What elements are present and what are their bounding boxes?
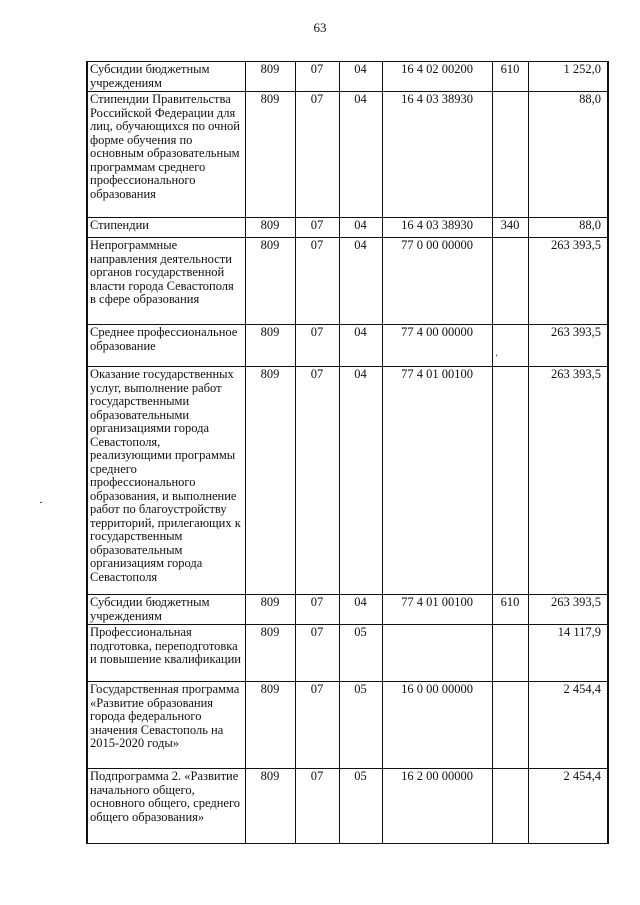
subsection-code-cell: 04 [339, 595, 382, 625]
expense-type-cell: 610 [492, 62, 528, 92]
amount-cell: 14 117,9 [528, 625, 608, 682]
expense-type-cell [492, 367, 528, 595]
section-code-cell: 07 [295, 769, 339, 844]
subsection-code-cell: 05 [339, 682, 382, 769]
ministry-code-cell: 809 [245, 625, 295, 682]
scan-speck [40, 502, 42, 503]
target-article-cell: 77 4 01 00100 [382, 367, 492, 595]
row-name-cell: Стипендии Правительства Российской Федерации для лиц, обучающихся по очной форме обучения по основным образовательным программам среднего профессионального образования [87, 92, 245, 218]
section-code-cell: 07 [295, 218, 339, 238]
ministry-code-cell: 809 [245, 238, 295, 325]
subsection-code-cell: 04 [339, 238, 382, 325]
amount-cell: 263 393,5 [528, 325, 608, 367]
subsection-code-cell: 04 [339, 218, 382, 238]
subsection-code-cell: 04 [339, 92, 382, 218]
ministry-code-cell: 809 [245, 367, 295, 595]
row-name-cell: Оказание государственных услуг, выполнение работ государственными образовательными организациями города Севастополя, реализующими программы среднего профессионального образования, и выполнение работ по благоустройству территорий, прилегающих к государственным образовательным организациям города Севастополя [87, 367, 245, 595]
scan-mark: ʼ [495, 353, 498, 363]
row-name-cell: Субсидии бюджетным учреждениям [87, 595, 245, 625]
table-row [87, 218, 608, 238]
row-name-cell: Непрограммные направления деятельности органов государственной власти города Севастополя в сфере образования [87, 238, 245, 325]
section-code-cell: 07 [295, 92, 339, 218]
amount-cell: 2 454,4 [528, 769, 608, 844]
row-name-cell: Подпрограмма 2. «Развитие начального общего, основного общего, среднего общего образования» [87, 769, 245, 844]
table-row [87, 682, 608, 769]
expense-type-cell: 340 [492, 218, 528, 238]
ministry-code-cell: 809 [245, 769, 295, 844]
table-row [87, 595, 608, 625]
subsection-code-cell: 04 [339, 367, 382, 595]
amount-cell: 88,0 [528, 92, 608, 218]
subsection-code-cell: 04 [339, 325, 382, 367]
row-name-cell: Субсидии бюджетным учреждениям [87, 62, 245, 92]
budget-table [86, 61, 609, 844]
target-article-cell: 77 4 00 00000 [382, 325, 492, 367]
ministry-code-cell: 809 [245, 682, 295, 769]
expense-type-cell [492, 92, 528, 218]
amount-cell: 1 252,0 [528, 62, 608, 92]
table-row [87, 62, 608, 92]
expense-type-cell [492, 769, 528, 844]
target-article-cell: 16 2 00 00000 [382, 769, 492, 844]
section-code-cell: 07 [295, 325, 339, 367]
subsection-code-cell: 05 [339, 769, 382, 844]
section-code-cell: 07 [295, 238, 339, 325]
table-body [87, 62, 608, 844]
ministry-code-cell: 809 [245, 62, 295, 92]
ministry-code-cell: 809 [245, 92, 295, 218]
section-code-cell: 07 [295, 367, 339, 595]
expense-type-cell [492, 238, 528, 325]
target-article-cell: 16 4 03 38930 [382, 92, 492, 218]
target-article-cell: 16 4 03 38930 [382, 218, 492, 238]
amount-cell: 263 393,5 [528, 238, 608, 325]
target-article-cell [382, 625, 492, 682]
table-row [87, 238, 608, 325]
table-row [87, 367, 608, 595]
subsection-code-cell: 05 [339, 625, 382, 682]
section-code-cell: 07 [295, 682, 339, 769]
table-row [87, 325, 608, 367]
expense-type-cell: 610 [492, 595, 528, 625]
ministry-code-cell: 809 [245, 218, 295, 238]
section-code-cell: 07 [295, 595, 339, 625]
amount-cell: 263 393,5 [528, 367, 608, 595]
ministry-code-cell: 809 [245, 325, 295, 367]
target-article-cell: 77 4 01 00100 [382, 595, 492, 625]
target-article-cell: 77 0 00 00000 [382, 238, 492, 325]
section-code-cell: 07 [295, 625, 339, 682]
ministry-code-cell: 809 [245, 595, 295, 625]
expense-type-cell [492, 625, 528, 682]
row-name-cell: Стипендии [87, 218, 245, 238]
amount-cell: 88,0 [528, 218, 608, 238]
row-name-cell: Среднее профессиональное образование [87, 325, 245, 367]
page-number: 63 [313, 20, 327, 35]
table-row [87, 625, 608, 682]
expense-type-cell [492, 682, 528, 769]
row-name-cell: Государственная программа «Развитие образования города федерального значения Севастополь на 2015-2020 годы» [87, 682, 245, 769]
section-code-cell: 07 [295, 62, 339, 92]
table-row [87, 92, 608, 218]
target-article-cell: 16 4 02 00200 [382, 62, 492, 92]
row-name-cell: Профессиональная подготовка, переподготовка и повышение квалификации [87, 625, 245, 682]
amount-cell: 2 454,4 [528, 682, 608, 769]
subsection-code-cell: 04 [339, 62, 382, 92]
target-article-cell: 16 0 00 00000 [382, 682, 492, 769]
table-row [87, 769, 608, 844]
amount-cell: 263 393,5 [528, 595, 608, 625]
